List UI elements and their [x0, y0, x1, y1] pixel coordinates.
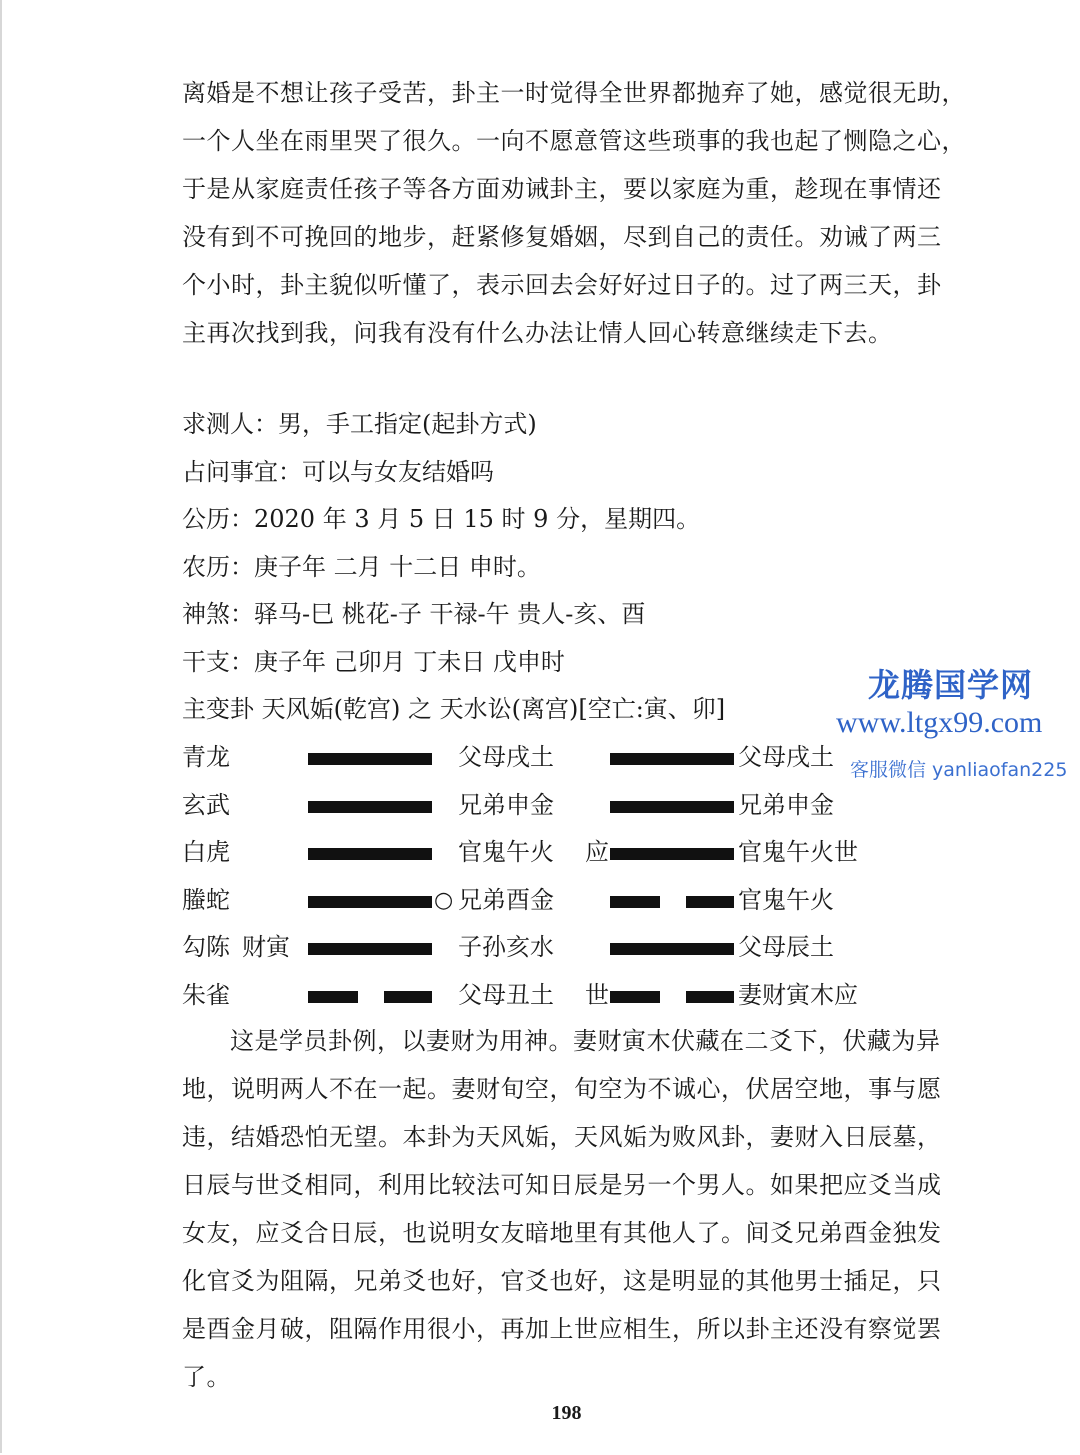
yao-row	[182, 924, 882, 972]
changed-yao-line	[610, 801, 734, 813]
intro-paragraph	[182, 69, 974, 357]
original-yao-line	[308, 991, 432, 1003]
yang-line-segment	[610, 753, 734, 765]
page-number: 198	[551, 1402, 582, 1424]
hidden-spirit-label: 财寅	[242, 933, 290, 961]
text-line: 主再次找到我，问我有没有什么办法让情人回心转意继续走下去。	[182, 319, 893, 347]
text-line: 于是从家庭责任孩子等各方面劝诫卦主，要以家庭为重，趁现在事情还	[182, 175, 942, 203]
hexagram-title-line: 主变卦 天风姤(乾宫) 之 天水讼(离宫)[空亡:寅、卯]	[182, 695, 726, 723]
original-yao-label: 子孙亥水	[458, 933, 554, 961]
yang-line-segment	[308, 753, 432, 765]
yin-line-segment	[610, 896, 660, 908]
text-line: 了。	[182, 1363, 231, 1391]
changed-yao-label: 官鬼午火	[738, 885, 834, 914]
six-god-label: 青龙	[182, 743, 230, 771]
changed-yao-label: 父母戌土	[738, 743, 834, 771]
original-yao-line	[308, 943, 432, 955]
yao-row	[182, 782, 882, 830]
question-line: 占问事宜：可以与女友结婚吗	[182, 457, 494, 486]
shi-ying-mark: 世	[585, 980, 609, 1009]
six-god-label: 勾陈	[182, 933, 230, 961]
yin-line-segment	[686, 991, 734, 1003]
changed-yao-label: 妻财寅木应	[738, 980, 858, 1009]
text-line: 这是学员卦例，以妻财为用神。妻财寅木伏藏在二爻下，伏藏为异	[230, 1027, 941, 1055]
divination-info	[182, 401, 842, 734]
changed-yao-label: 官鬼午火世	[738, 838, 858, 866]
original-yao-line	[308, 801, 432, 813]
moving-yao-mark: ○	[434, 887, 454, 913]
solar-date-line: 公历：2020 年 3 月 5 日 15 时 9 分，星期四。	[182, 505, 701, 533]
text-line: 违，结婚恐怕无望。本卦为天风姤，天风姤为败风卦，妻财入日辰墓，	[182, 1123, 942, 1151]
changed-yao-label: 兄弟申金	[738, 790, 834, 819]
original-yao-line	[308, 753, 432, 765]
yao-row	[182, 734, 882, 782]
six-god-label: 朱雀	[182, 980, 230, 1009]
shensha-line: 神煞：驿马-巳 桃花-子 干禄-午 贵人-亥、酉	[182, 600, 646, 628]
ganzhi-line: 干支：庚子年 己卯月 丁未日 戊申时	[182, 647, 565, 676]
text-line: 化官爻为阻隔，兄弟爻也好，官爻也好，这是明显的其他男士插足，只	[182, 1267, 942, 1295]
yin-line-segment	[610, 991, 660, 1003]
original-yao-line	[308, 896, 432, 908]
yang-line-segment	[610, 943, 734, 955]
yang-line-segment	[610, 801, 734, 813]
yin-line-segment	[384, 991, 432, 1003]
yao-row	[182, 972, 882, 1020]
changed-yao-line	[610, 896, 734, 908]
yao-row	[182, 877, 882, 925]
six-god-label: 白虎	[182, 838, 230, 866]
text-line: 是酉金月破，阻隔作用很小，再加上世应相生，所以卦主还没有察觉罢	[182, 1315, 942, 1343]
original-yao-label: 父母丑土	[458, 980, 554, 1009]
text-line: 离婚是不想让孩子受苦，卦主一时觉得全世界都抛弃了她，感觉很无助，	[182, 79, 966, 107]
requester-line: 求测人：男，手工指定(起卦方式)	[182, 410, 537, 438]
six-god-label: 玄武	[182, 790, 230, 819]
yang-line-segment	[308, 801, 432, 813]
text-line: 地，说明两人不在一起。妻财旬空，旬空为不诚心，伏居空地，事与愿	[182, 1075, 942, 1103]
changed-yao-line	[610, 991, 734, 1003]
original-yao-label: 官鬼午火	[458, 838, 554, 866]
yin-line-segment	[308, 991, 358, 1003]
shi-ying-mark: 应	[585, 838, 609, 866]
text-line: 个小时，卦主貌似听懂了，表示回去会好好过日子的。过了两三天，卦	[182, 271, 942, 299]
yao-row	[182, 829, 882, 877]
changed-yao-line	[610, 848, 734, 860]
analysis-paragraph	[182, 1017, 974, 1401]
yang-line-segment	[308, 848, 432, 860]
original-yao-label: 兄弟酉金	[458, 885, 554, 914]
text-line: 没有到不可挽回的地步，赶紧修复婚姻，尽到自己的责任。劝诫了两三	[182, 223, 942, 251]
text-line: 日辰与世爻相同，利用比较法可知日辰是另一个男人。如果把应爻当成	[182, 1171, 942, 1199]
watermark-site-name: 龙腾国学网	[868, 666, 1034, 704]
yang-line-segment	[610, 848, 734, 860]
watermark-wechat: 客服微信 yanliaofan225	[850, 759, 1068, 781]
original-yao-line	[308, 848, 432, 860]
lunar-date-line: 农历：庚子年 二月 十二日 申时。	[182, 552, 541, 581]
changed-yao-label: 父母辰土	[738, 933, 834, 961]
original-yao-label: 父母戌土	[458, 743, 554, 771]
changed-yao-line	[610, 943, 734, 955]
text-line: 女友，应爻合日辰，也说明女友暗地里有其他人了。间爻兄弟酉金独发	[182, 1219, 942, 1247]
yin-line-segment	[686, 896, 734, 908]
yang-line-segment	[308, 943, 432, 955]
text-line: 一个人坐在雨里哭了很久。一向不愿意管这些琐事的我也起了恻隐之心，	[182, 127, 966, 155]
changed-yao-line	[610, 753, 734, 765]
yang-line-segment	[308, 896, 432, 908]
original-yao-label: 兄弟申金	[458, 790, 554, 819]
watermark-url: www.ltgx99.com	[836, 706, 1043, 739]
six-god-label: 螣蛇	[182, 885, 230, 914]
hexagram-table	[182, 734, 882, 1019]
